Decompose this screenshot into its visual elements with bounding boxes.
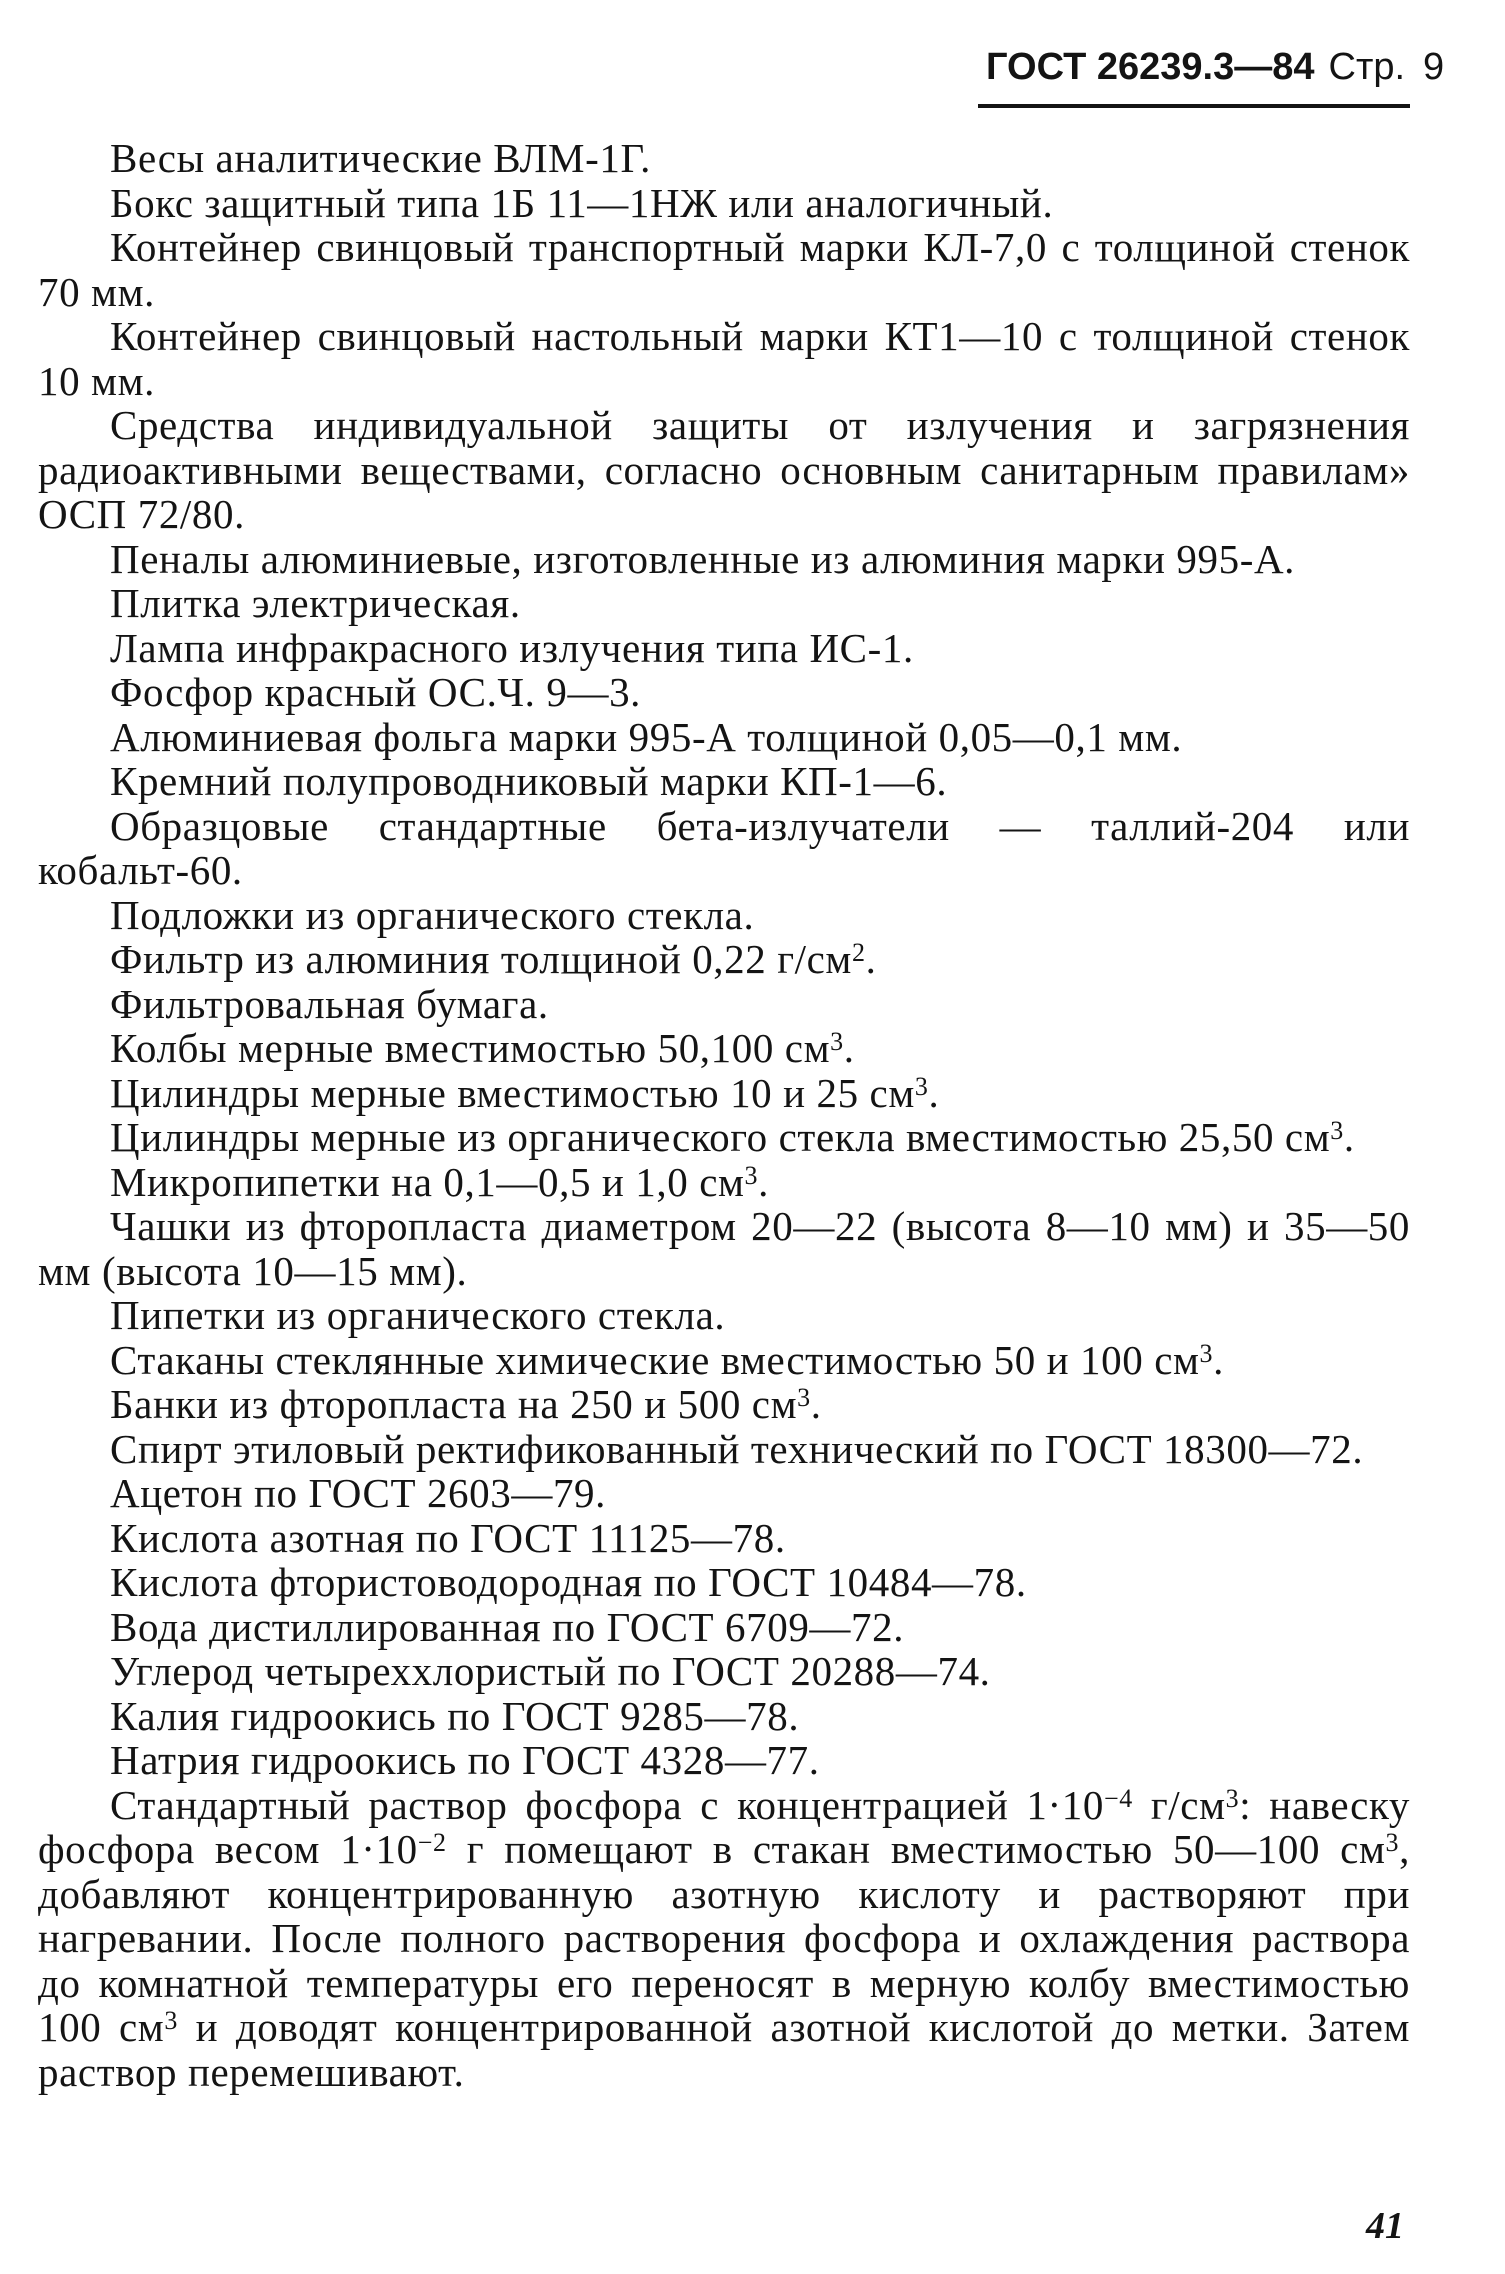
- item-text: Стаканы стеклянные химические вместимостью 50 и 100 см: [110, 1336, 1200, 1383]
- list-item: Калия гидроокись по ГОСТ 9285—78.: [110, 1692, 800, 1739]
- item-tail: .: [928, 1069, 940, 1116]
- item-tail: .: [843, 1025, 855, 1071]
- item-text: Банки из фторопласта на 250 и 500 см: [110, 1381, 798, 1427]
- procedure-text: Стандартный раствор фосфора с концентрацией 1·10: [110, 1781, 1104, 1828]
- item-superscript: 3: [744, 1160, 759, 1190]
- procedure-superscript: 3: [1385, 1828, 1400, 1857]
- list-item: Фильтровальная бумага.: [110, 980, 549, 1027]
- list-item: [38, 1382, 1410, 1427]
- item-text: Микропипетки на 0,1—0,5 и 1,0 см: [110, 1158, 745, 1205]
- item-tail: .: [865, 936, 877, 982]
- list-item: Плитка электрическая.: [110, 580, 521, 626]
- list-item: Кислота фтористоводородная по ГОСТ 10484—78.: [110, 1559, 1027, 1605]
- document-body: [38, 136, 1410, 2094]
- list-item: Средства индивидуальной защиты от излучения и загрязнения радиоактивными веществами, согласно основным санитарным правилам» ОСП 72/80.: [38, 402, 1410, 537]
- list-item: Кислота азотная по ГОСТ 11125—78.: [110, 1514, 786, 1561]
- item-text: Фильтр из алюминия толщиной 0,22 г/см: [110, 936, 852, 982]
- procedure-paragraph: [38, 1783, 1410, 2095]
- item-text: Колбы мерные вместимостью 50,100 см: [110, 1025, 831, 1071]
- procedure-text: , добавляют концентрированную азотную кислоту и растворяют при нагревании. После полного растворения фосфора и охлаждения раствора до комнатной температуры его переносят в мерную колбу вместимостью 100 см: [38, 1826, 1410, 2050]
- list-item: Лампа инфракрасного излучения типа ИС-1.: [110, 624, 914, 671]
- item-superscript: 3: [830, 1027, 844, 1056]
- item-tail: .: [758, 1158, 770, 1205]
- item-tail: .: [1343, 1114, 1355, 1160]
- list-item: Чашки из фторопласта диаметром 20—22 (высота 8—10 мм) и 35—50 мм (высота 10—15 мм).: [38, 1203, 1410, 1294]
- list-item: Весы аналитические ВЛМ-1Г.: [110, 135, 651, 181]
- procedure-superscript: 3: [1225, 1783, 1240, 1813]
- list-item: [38, 1160, 1410, 1205]
- list-item: [38, 1338, 1410, 1383]
- list-item: [38, 937, 1410, 982]
- list-item: Контейнер свинцовый настольный марки КТ1—10 с толщиной стенок 10 мм.: [38, 313, 1410, 404]
- list-item: Алюминиевая фольга марки 995-А толщиной 0,05—0,1 мм.: [110, 713, 1183, 760]
- procedure-superscript: −4: [1103, 1783, 1133, 1813]
- item-text: Цилиндры мерные из органического стекла вместимостью 25,50 см: [110, 1114, 1331, 1160]
- procedure-superscript: −2: [417, 1828, 447, 1857]
- list-item: [38, 1026, 1410, 1071]
- procedure-text: и доводят концентрированной азотной кислотой до метки. Затем раствор перемешивают.: [38, 2004, 1410, 2095]
- list-item: [38, 1115, 1410, 1160]
- list-item: Подложки из органического стекла.: [110, 891, 755, 938]
- list-item: Пипетки из органического стекла.: [110, 1292, 726, 1338]
- folio-page-number: 41: [1366, 2205, 1404, 2247]
- list-item: Натрия гидроокись по ГОСТ 4328—77.: [110, 1737, 820, 1783]
- list-item: Бокс защитный типа 1Б 11—1НЖ или аналогичный.: [110, 179, 1054, 226]
- list-item: Контейнер свинцовый транспортный марки КЛ-7,0 с толщиной стенок 70 мм.: [38, 224, 1410, 315]
- item-tail: .: [810, 1381, 822, 1427]
- standard-code: ГОСТ 26239.3—84: [986, 46, 1315, 88]
- item-text: Цилиндры мерные вместимостью 10 и 25 см: [110, 1069, 915, 1116]
- list-item: Образцовые стандартные бета-излучатели — таллий-204 или кобальт-60.: [38, 802, 1410, 893]
- item-superscript: 3: [1199, 1338, 1214, 1368]
- procedure-text: г помещают в стакан вместимостью 50—100 см: [446, 1826, 1386, 1872]
- list-item: Ацетон по ГОСТ 2603—79.: [110, 1470, 606, 1516]
- item-tail: .: [1213, 1336, 1224, 1383]
- list-item: Пеналы алюминиевые, изготовленные из алюминия марки 995-А.: [110, 535, 1296, 582]
- list-item: Фосфор красный ОС.Ч. 9—3.: [110, 669, 642, 715]
- page-number: 9: [1423, 46, 1445, 88]
- item-superscript: 3: [797, 1383, 811, 1412]
- procedure-superscript: 3: [164, 2006, 178, 2035]
- list-item: [38, 1071, 1410, 1116]
- running-header: [978, 38, 1445, 108]
- list-item: Спирт этиловый ректификованный технический по ГОСТ 18300—72.: [110, 1425, 1364, 1472]
- procedure-text: : навеску фосфора весом 1·10: [38, 1781, 1411, 1872]
- item-superscript: 3: [1330, 1116, 1344, 1145]
- list-item: Вода дистиллированная по ГОСТ 6709—72.: [110, 1603, 905, 1650]
- procedure-text: г/см: [1132, 1781, 1226, 1828]
- list-item: Кремний полупроводниковый марки КП-1—6.: [110, 758, 948, 804]
- item-superscript: 3: [914, 1071, 929, 1101]
- item-superscript: 2: [851, 938, 866, 967]
- page-label: Стр.: [1328, 46, 1406, 88]
- header-text: [986, 46, 1444, 89]
- list-item: Углерод четыреххлористый по ГОСТ 20288—74.: [110, 1648, 991, 1694]
